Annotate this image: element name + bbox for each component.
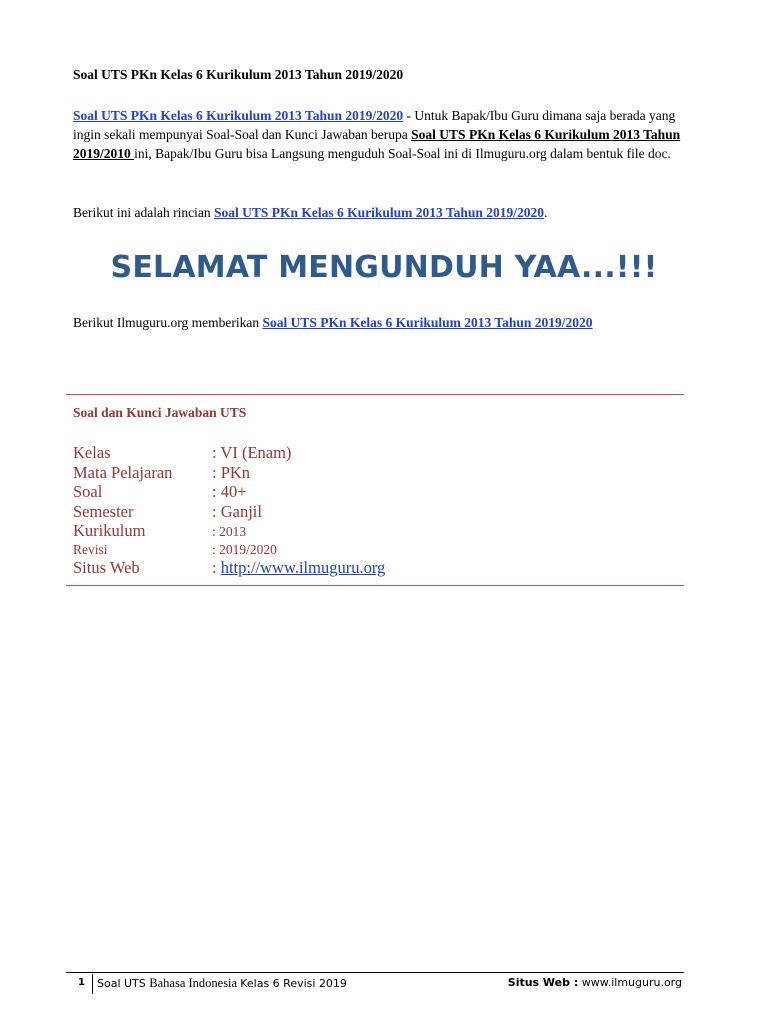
info-key: Kelas [73, 443, 111, 462]
download-headline: SELAMAT MENGUNDUH YAA...!!! [110, 250, 658, 285]
info-table [73, 443, 385, 578]
offer-paragraph [73, 313, 703, 332]
info-key: Revisi [73, 542, 108, 557]
info-value-prefix: : [212, 558, 221, 577]
info-row-kelas [73, 443, 385, 463]
info-value: : VI (Enam) [212, 443, 292, 462]
info-value: : PKn [212, 462, 251, 482]
footer-site-label: Situs Web : [507, 976, 579, 989]
info-key: Kurikulum [73, 521, 146, 540]
detail-text: Berikut ini adalah rincian [73, 205, 214, 220]
info-key: Semester [73, 501, 134, 521]
footer-left-a: Soal UTS [97, 977, 150, 990]
info-value: : 2013 [212, 524, 247, 539]
info-row-revisi [73, 541, 385, 558]
page-number: 1 [78, 977, 85, 988]
page-title: Soal UTS PKn Kelas 6 Kurikulum 2013 Tahun 2019/2020 [73, 67, 404, 82]
intro-text-b: ini, Bapak/Ibu Guru bisa Langsung menguduh Soal-Soal ini di Ilmuguru.org dalam bentuk file doc. [134, 146, 671, 161]
offer-text: Berikut Ilmuguru.org memberikan [73, 315, 263, 330]
website-link[interactable]: http://www.ilmuguru.org [220, 558, 386, 577]
footer-left-text [97, 976, 347, 991]
detail-link[interactable]: Soal UTS PKn Kelas 6 Kurikulum 2013 Tahun 2019/2020 [213, 205, 545, 220]
footer-separator [92, 974, 93, 994]
info-row-semester [73, 502, 385, 522]
intro-text-a: - Untuk Bapak/Ibu Guru dimana saja berada yang ingin sekali mempunyai Soal-Soal dan Kunci Jawaban berupa [73, 108, 676, 142]
footer-site-url: www.ilmuguru.org [578, 976, 682, 989]
info-value: : Ganjil [212, 501, 262, 521]
intro-link[interactable]: Soal UTS PKn Kelas 6 Kurikulum 2013 Tahun 2019/2020 [73, 108, 404, 123]
footer-right-text [508, 976, 682, 989]
info-value: : 40+ [212, 482, 247, 501]
info-key: Mata Pelajaran [73, 462, 173, 482]
info-key: Soal [73, 482, 103, 501]
info-row-situs-web [73, 558, 385, 578]
info-row-kurikulum [73, 521, 385, 541]
footer-divider [66, 972, 684, 973]
intro-paragraph [73, 106, 703, 163]
detail-paragraph [73, 203, 703, 222]
footer-left-c: Kelas 6 Revisi 2019 [240, 977, 347, 990]
info-row-soal [73, 482, 385, 502]
section-divider-top [66, 394, 684, 395]
offer-link[interactable]: Soal UTS PKn Kelas 6 Kurikulum 2013 Tahun 2019/2020 [262, 315, 593, 330]
info-section-heading: Soal dan Kunci Jawaban UTS [73, 405, 247, 420]
info-row-mata-pelajaran [73, 463, 385, 483]
info-key: Situs Web [73, 558, 140, 577]
intro-bold-title: Soal UTS PKn Kelas 6 Kurikulum 2013 Tahun 2019/2010 [73, 127, 681, 161]
section-divider-bottom [66, 585, 684, 586]
detail-end: . [544, 205, 548, 220]
info-value: : 2019/2020 [212, 542, 277, 557]
footer-left-b: Bahasa Indonesia [149, 976, 241, 990]
page-footer [66, 974, 684, 996]
